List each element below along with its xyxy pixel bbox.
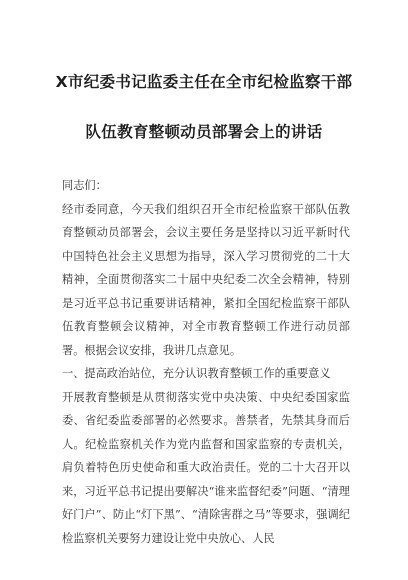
- paragraph-intro: 经市委同意，今天我们组织召开全市纪检监察干部队伍教育整顿动员部署会，会议主要任务是坚持以习近平新时代中国特色社会主义思想为指导，深入学习贯彻党的二十大精神，全面贯彻落实二十届中央纪委二次全会精神，特别是习近平总书记重要讲话精神，紧扣全国纪检监察干部队伍教育整顿会议精神，对全市教育整顿工作进行动员部署。根据会议安排，我讲几点意见。: [62, 202, 350, 357]
- greeting: 同志们：: [62, 179, 107, 192]
- document-body: [62, 174, 350, 550]
- section-heading-1: 一、提高政治站位，充分认识教育整顿工作的重要意义: [62, 367, 331, 380]
- document-title-line-2: 队伍教育整顿动员部署会上的讲话: [85, 123, 323, 141]
- paragraph-section-1: 开展教育整顿是从贯彻落实党中央决策、中央纪委国家监委、省纪委监委部署的必然要求。善禁者，先禁其身而后人。纪检监察机关作为党内监督和国家监察的专责机关，肩负着特色历史使命和重大政治责任。党的二十大召开以来，习近平总书记提出要解决“谁来监督纪委”问题、“清理好门户”、防止“灯下黑”、“清除害群之马”等要求，强调纪检监察机关要努力建设让党中央放心、人民: [62, 390, 350, 545]
- document-title-line-1: X市纪委书记监委主任在全市纪检监察干部: [55, 73, 353, 91]
